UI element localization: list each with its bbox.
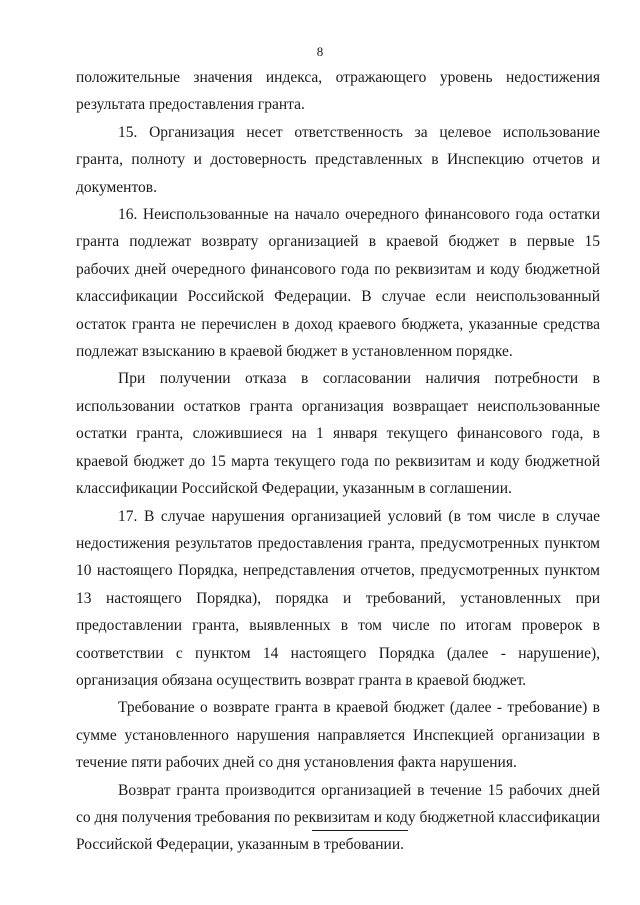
document-body xyxy=(76,64,600,859)
paragraph-continuation: положительные значения индекса, отражающего уровень недостижения результата предоставления гранта. xyxy=(76,69,600,114)
paragraph-return-deadline: Возврат гранта производится организацией в течение 15 рабочих дней со дня получения требования по реквизитам и коду бюджетной классификации Российской Федерации, указанным в требовании. xyxy=(76,781,601,854)
paragraph-return-requirement: Требование о возврате гранта в краевой бюджет (далее - требование) в сумме установленного нарушения направляется Инспекцией организации в течение пяти рабочих дней со дня установления факта нарушения. xyxy=(76,699,600,772)
paragraph-item-15: 15. Организация несет ответственность за целевое использование гранта, полноту и достоверность представленных в Инспекцию отчетов и документов. xyxy=(76,123,600,196)
page-number: 8 xyxy=(316,44,324,59)
paragraph-refusal-return: При получении отказа в согласовании наличия потребности в использовании остатков гранта организация возвращает неиспользованные остатки гранта, сложившиеся на 1 января текущего финансового года, в краевой бюджет до 15 марта текущего года по реквизитам и коду бюджетной классификации Российской Федерации, указанным в соглашении. xyxy=(76,370,600,498)
paragraph-item-17: 17. В случае нарушения организацией условий (в том числе в случае недостижения результатов предоставления гранта, предусмотренных пунктом 10 настоящего Порядка, непредставления отчетов, предусмотренных пунктом 13 настоящего Порядка), порядка и требований, установленных при предоставлении гранта, выявленных в том числе по итогам проверок в соответствии с пунктом 14 настоящего Порядка (далее - нарушение), организация обязана осуществить возврат гранта в краевой бюджет. xyxy=(76,507,600,689)
end-separator-line xyxy=(312,830,408,831)
paragraph-item-16: 16. Неиспользованные на начало очередного финансового года остатки гранта подлежат возврату организацией в краевой бюджет в первые 15 рабочих дней очередного финансового года по реквизитам и коду бюджетной классификации Российской Федерации. В случае если неиспользованный остаток гранта не перечислен в доход краевого бюджета, указанные средства подлежат взысканию в краевой бюджет в установленном порядке. xyxy=(76,206,600,361)
